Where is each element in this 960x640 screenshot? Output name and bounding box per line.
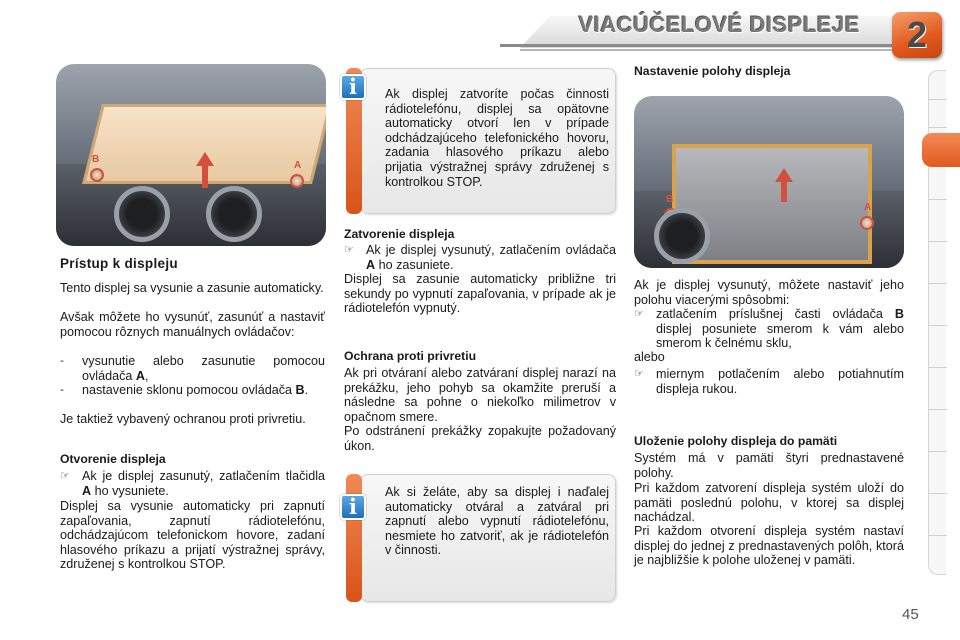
dash-marker: -: [60, 383, 64, 396]
tab-divider: [929, 199, 947, 200]
item-text: nastavenie sklonu pomocou ovládača: [82, 383, 296, 397]
arrow-stem: [781, 182, 787, 202]
tab-divider: [929, 409, 947, 410]
tab-divider: [929, 241, 947, 242]
bullet-end: displej posuniete smerom k vám alebo smerom k čelnému sklu,: [656, 321, 904, 351]
hand-pointer-icon: ☞: [634, 367, 644, 380]
page-title: VIACÚČELOVÉ DISPLEJE: [578, 12, 860, 37]
page-number: 45: [902, 606, 919, 623]
closing-heading: Zatvorenie displeja: [344, 227, 455, 241]
label-b: B: [92, 154, 100, 165]
position-or: alebo: [634, 350, 665, 364]
tab-divider: [929, 535, 947, 536]
info-box-1: [360, 68, 616, 214]
memory-body-1: Systém má v pamäti štyri prednastavené polohy.: [634, 451, 904, 480]
dash-marker: -: [60, 354, 64, 367]
air-vent-icon: [114, 186, 170, 242]
button-b-icon: [90, 168, 104, 182]
key-a: A: [82, 483, 92, 498]
opening-bullet: [60, 469, 325, 498]
info-text-1: Ak displej zatvoríte počas činnosti rádiotelefónu, displej sa opätovne automaticky otvorí len v prípade odchádzajúceho telefonického hovoru, zadania hlasového príkazu alebo prijatia výstražnej správy združenej s kontrolkou STOP.: [385, 87, 609, 189]
item-text: vysunutie alebo zasunutie pomocou ovládača: [82, 354, 325, 383]
pinch-heading: Ochrana proti privretiu: [344, 349, 477, 363]
bullet-text: Ak je displej zasunutý, zatlačením tlačidla: [82, 469, 325, 483]
position-bullet-1: [634, 307, 904, 351]
label-a: A: [864, 202, 872, 213]
hand-pointer-icon: ☞: [634, 307, 644, 320]
closing-bullet: [344, 243, 616, 272]
access-item-2: [60, 383, 325, 398]
memory-body-3: Pri každom otvorení displeja systém nastaví displej do jednej z prednastavených polôh, ktorá je najbližšie k polohe uloženej v pamäti.: [634, 524, 904, 568]
dashboard-photo-open: [634, 96, 904, 268]
chapter-badge: 2: [892, 12, 942, 58]
button-a-icon: [290, 174, 304, 188]
arrow-up-icon: [196, 152, 214, 166]
item-end: .: [304, 383, 309, 397]
memory-heading: Uloženie polohy displeja do pamäti: [634, 434, 838, 448]
key-a: A: [135, 368, 146, 383]
tab-divider: [929, 283, 947, 284]
dashboard-photo-closed: [56, 64, 326, 246]
position-intro: Ak je displej vysunutý, môžete nastaviť jeho polohu viacerými spôsobmi:: [634, 278, 904, 307]
bullet-end: ho zasuniete.: [375, 257, 454, 272]
info-box-2: [360, 474, 616, 602]
access-item-1: [60, 354, 325, 383]
info-icon: i: [340, 494, 366, 520]
access-intro: Tento displej sa vysunie a zasunie automaticky.: [60, 281, 324, 295]
bullet-text: miernym potlačením alebo potiahnutím displeja rukou.: [656, 367, 904, 396]
button-a-icon: [860, 216, 874, 230]
air-vent-icon: [654, 208, 710, 264]
info-text-2: Ak si želáte, aby sa displej i naďalej automaticky otváral a zatváral pri zapnutí alebo vypnutí rádiotelefónu, nesmiete ho zatvoriť, ak je rádiotelefón v činnosti.: [385, 485, 609, 558]
tab-divider: [929, 99, 947, 100]
position-bullet-2: [634, 367, 904, 396]
key-b: B: [894, 307, 904, 321]
pinch-body-1: Ak pri otváraní alebo zatváraní displej narazí na prekážku, jeho pohyb sa okamžite preruší a následne sa pohne o niekoľko milimetrov v opačnom smere.: [344, 366, 616, 424]
info-icon: i: [340, 74, 366, 100]
memory-body-2: Pri každom zatvorení displeja systém uloží do pamäti poslednú polohu, v ktorej sa displej nachádzal.: [634, 481, 904, 525]
pinch-body-2: Po odstránení prekážky zopakujte požadovaný úkon.: [344, 424, 616, 453]
opening-body: Displej sa vysunie automaticky pri zapnutí zapaľovania, zapnutí rádiotelefónu, odchádzajúcom telefonickom hovore, zadaní hlasového príkazu a prijatí výstražnej správy, združenej s kontrolkou STOP.: [60, 499, 325, 572]
label-b: B: [666, 194, 674, 205]
tab-divider: [929, 127, 947, 128]
air-vent-icon: [206, 186, 262, 242]
opening-heading: Otvorenie displeja: [60, 452, 166, 466]
tab-divider: [929, 367, 947, 368]
key-a: A: [366, 257, 376, 272]
item-end: ,: [145, 368, 149, 383]
closing-body: Displej sa zasunie automaticky približne tri sekundy po vypnutí zapaľovania, v prípade ak je rádiotelefón vypnutý.: [344, 272, 616, 316]
header-divider: [500, 44, 920, 47]
hand-pointer-icon: ☞: [344, 243, 354, 256]
tab-divider: [929, 451, 947, 452]
bullet-text: Ak je displej vysunutý, zatlačením ovládača: [366, 243, 616, 257]
access-manual: Avšak môžete ho vysunúť, zasunúť a nastaviť pomocou rôznych manuálnych ovládačov:: [60, 310, 325, 339]
tab-divider: [929, 325, 947, 326]
position-heading: Nastavenie polohy displeja: [634, 64, 791, 78]
bullet-text: zatlačením príslušnej časti ovládača: [656, 307, 895, 321]
arrow-stem: [202, 166, 208, 188]
bullet-end: ho vysuniete.: [91, 483, 169, 498]
header-divider-2: [520, 49, 920, 51]
active-chapter-tab: [922, 133, 960, 167]
access-protection: Je taktiež vybavený ochranou proti privretiu.: [60, 412, 306, 426]
access-heading: Prístup k displeju: [60, 256, 178, 271]
key-b: B: [295, 383, 305, 397]
label-a: A: [294, 160, 302, 171]
hand-pointer-icon: ☞: [60, 469, 70, 482]
tab-divider: [929, 493, 947, 494]
arrow-up-icon: [775, 168, 793, 182]
